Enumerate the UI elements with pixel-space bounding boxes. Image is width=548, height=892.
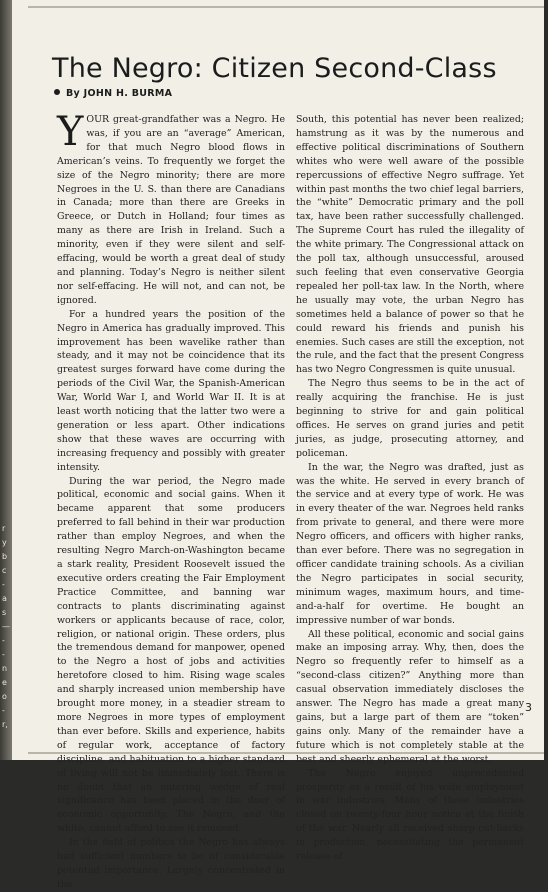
top-rule (28, 6, 544, 8)
gutter-mark: o (2, 692, 7, 701)
paragraph: For a hundred years the position of the Negro in America has gradually improved. This improvement has been wavelike rather than steady, and it may not be coincidence that its greatest surges forward have come during the periods of the Civil War, the Spanish-American War, World War I, and World War II. It is at least worth noticing that the latter two were a generation or less apart. Other indications show that these waves are occurring with increasing frequency and possibly with greater intensity. (57, 308, 285, 473)
magazine-page (12, 0, 544, 890)
gutter-mark: n (2, 664, 8, 673)
gutter-mark: - (2, 580, 5, 589)
paragraph: In the field of politics the Negro has always had sufficient numbers to be of considerable potential importance. Largely concentrated in the (57, 837, 285, 890)
paragraph: The Negro thus seems to be in the act of really acquiring the franchise. He is just beginning to strive for and gain political offices. He serves on grand juries and petit juries, as judge, prosecuting attorney, and policeman. (296, 378, 524, 459)
paragraph: During the war period, the Negro made political, economic and social gains. When it became apparent that some producers preferred to fall behind in their war production rather than employ Negroes, and when the resulting Negro March-on-Washington became a stark reality, President Roosevelt issued the executive orders creating the Fair Employment Practice Committee, and banning war contracts to plants discriminating against workers or applicants because of race, color, religion, or national origin. These orders, plus the tremendous demand for manpower, opened to the Negro a host of jobs and activities heretofore closed to him. Rising wage scales and sharply increased union membership have brought more money, in a steadier stream to more Negroes in more types of employment than ever before. Skills and experience, habits of regular work, acceptance of factory discipline, and habituation to a higher standard of living will not be immediately lost. There is no doubt that an entering wedge of real significance has been placed in the door of economic opportunity. The Negro, and the white, cannot afford to see it removed. (57, 475, 285, 835)
article-title: The Negro: Citizen Second-Class (52, 53, 497, 84)
gutter-mark: r (2, 524, 6, 533)
paragraph (57, 109, 285, 308)
gutter-mark: e (2, 678, 7, 687)
gutter-mark: b (2, 552, 8, 561)
paragraph-text: OUR great-grandfather was a Negro. He was, if you are an “average” American, for that much Negro blood flows in American’s veins. To frequently we forget the size of the Negro minority; there are more Negroes in the U. S. than there are Canadians in Canada; more than there are Greeks in Greece, or Dutch in Holland; four times as many as there are Irish in Ireland. Such a minority, even if they were silent and self-effacing, would be worth a great deal of study and planning. Today’s Negro is neither silent nor self-effacing. He will not, and can not, be ignored. (57, 114, 285, 306)
drop-cap: Y (57, 109, 84, 155)
bottom-rule (28, 752, 544, 754)
gutter-mark: r, (2, 720, 8, 729)
page-number: 3 (525, 701, 532, 714)
byline-text: By JOHN H. BURMA (66, 88, 173, 99)
gutter-mark: — (2, 622, 10, 631)
gutter-mark: - (2, 706, 5, 715)
paragraph: In the war, the Negro was drafted, just as was the white. He served in every branch of the service and at every type of work. He was in every theater of the war. Negroes held ranks from private to general, and there were more Negro officers, and officers with higher ranks, than ever before. There was no segregation in officer candidate training schools. As a civilian the Negro participates in social security, minimum wages, maximum hours, and time-and-a-half for overtime. He bought an impressive number of war bonds. (296, 461, 524, 626)
bullet-icon (54, 89, 60, 95)
paragraph: South, this potential has never been realized; hamstrung as it was by the numerous and effective political discriminations of Southern whites who were well aware of the possible repercussions of effective Negro suffrage. Yet within past months the two chief legal barriers, the “white” Democratic primary and the poll tax, have been rather successfully challenged. The Supreme Court has ruled the illegality of the white primary. The Congressional attack on the poll tax, although unsuccessful, aroused such feeling that even conservative Georgia repealed her poll-tax law. In the North, where he usually may vote, the urban Negro has sometimes held a balance of power so that he could reward his friends and punish his enemies. Such cases are still the exception, not the rule, and the fact that the present Congress has two Negro Congressmen is quite unusual. (296, 114, 524, 376)
gutter-mark: c (2, 566, 7, 575)
gutter-mark: y (2, 538, 7, 547)
book-gutter (0, 0, 12, 760)
gutter-mark: s (2, 608, 7, 617)
byline (54, 88, 172, 99)
gutter-mark: - (2, 636, 5, 645)
left-column (57, 109, 285, 892)
gutter-mark: - (2, 650, 5, 659)
gutter-mark: a (2, 594, 7, 603)
paragraph: The Negro enjoyed unprecedented prosperity as a result of his wide employment in war industries. Many of these industries closed on twenty-four hour notice at the finish of the war. Nearly all received sharp cut-backs in production, necessitating the permanent release of (296, 767, 524, 863)
paragraph: All these political, economic and social gains make an imposing array. Why, then, does the Negro so frequently refer to himself as a “second-class citizen?” Anything more than casual observation immediately discloses the answer. The Negro has made a great many gains, but a large part of them are “token” gains only. Many of the remainder have a future which is not completely stable at the best and sheerly ephemeral at the worst. (296, 628, 524, 765)
